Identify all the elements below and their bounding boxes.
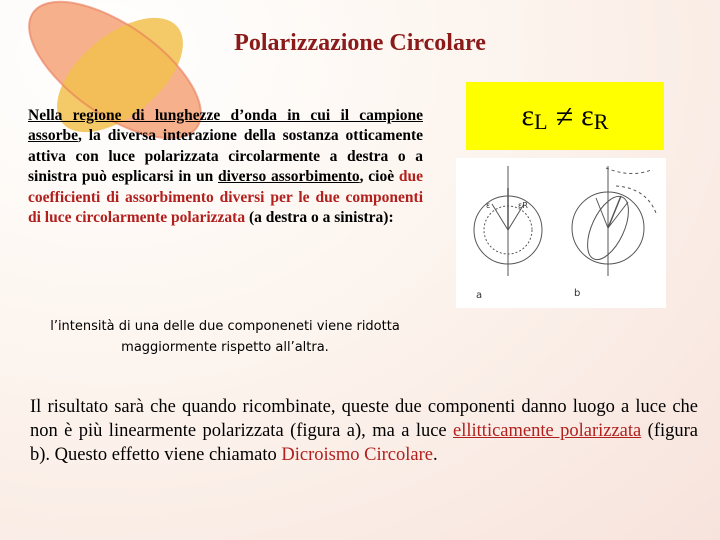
paragraph-text: (a destra o a sinistra): <box>245 209 394 227</box>
not-equal-symbol: ≠ <box>555 97 574 134</box>
epsilon-symbol: ε <box>521 99 535 132</box>
polarization-figure <box>456 158 666 308</box>
epsilon-symbol: ε <box>581 99 594 132</box>
figure-a-label: a <box>476 290 483 301</box>
left-subscript: L <box>534 109 548 134</box>
highlighted-text: due coefficienti di assorbimento diversi per le due componenti di luce circolarmente polarizzata <box>28 168 423 227</box>
epsilon-r-label: εR <box>518 201 528 210</box>
intensity-note: l’intensità di una delle due componeneti viene ridotta maggiormente rispetto all’altra. <box>50 319 400 355</box>
paragraph-text: , cioè <box>359 168 399 186</box>
intro-paragraph <box>28 106 423 228</box>
underlined-text: Nella regione di lunghezze d’onda in cui il campione assorbe <box>28 107 423 145</box>
result-text: . <box>432 445 438 465</box>
epsilon-label: ε <box>486 201 491 210</box>
underlined-text: diverso assorbimento <box>218 168 360 186</box>
epsilon-inequality-box <box>466 82 664 150</box>
right-subscript: R <box>593 109 609 134</box>
highlighted-term: Dicroismo Circolare <box>281 445 433 465</box>
figure-b-label: b <box>574 288 581 299</box>
underlined-highlight: ellitticamente polarizzata <box>453 421 642 441</box>
result-text: Il risultato sarà che quando ricombinate, queste due componenti danno luogo a luce che non è più linearmente polarizzata (figura a), ma a luce <box>30 397 698 441</box>
paragraph-text: , la diversa interazione della sostanza otticamente attiva con luce polarizzata circolarmente a destra o a sinistra può esplicarsi in un <box>28 127 423 186</box>
result-text: (figura b). Questo effetto viene chiamato <box>30 421 698 465</box>
result-paragraph <box>30 395 698 467</box>
slide-title: Polarizzazione Circolare <box>234 30 486 56</box>
